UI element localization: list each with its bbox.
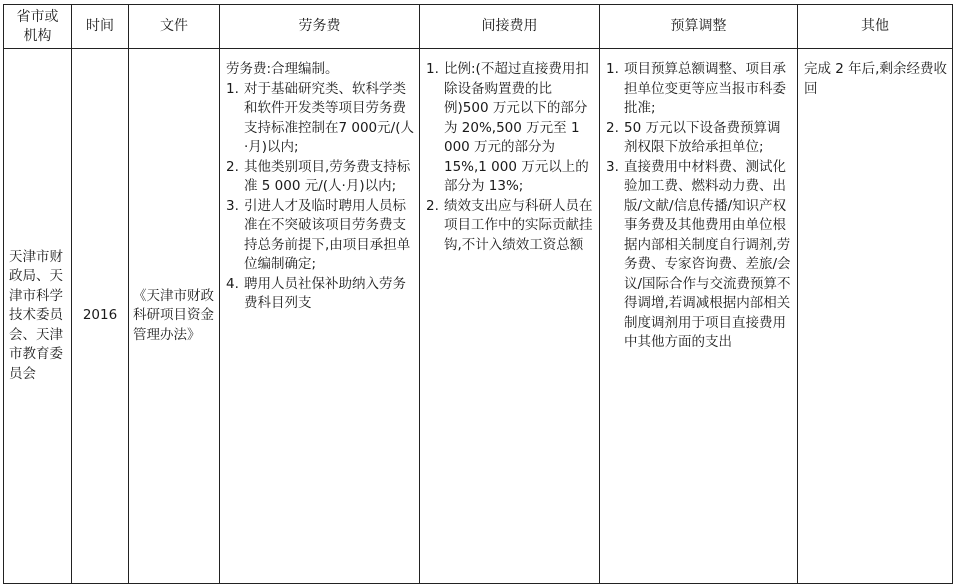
labor-item: 引进人才及临时聘用人员标准在不突破该项目劳务费支持总务前提下,由项目承担单位编制确定; <box>244 197 411 272</box>
cell-labor-fee <box>220 49 420 584</box>
item-number: 2. <box>426 197 439 214</box>
labor-item: 其他类别项目,劳务费支持标准 5 000 元/(人·月)以内; <box>244 158 411 194</box>
table-row <box>4 49 953 584</box>
labor-list <box>226 80 415 314</box>
indirect-list <box>426 60 595 255</box>
budget-item: 50 万元以下设备费预算调剂权限下放给承担单位; <box>624 119 781 155</box>
header-other: 其他 <box>798 5 953 49</box>
list-item <box>606 60 793 119</box>
cell-other <box>798 49 953 584</box>
document-title: 《天津市财政科研项目资金管理办法》 <box>133 287 214 343</box>
item-number: 1. <box>226 80 239 97</box>
list-item <box>226 80 415 158</box>
time-text: 2016 <box>82 307 118 324</box>
item-number: 2. <box>606 119 619 136</box>
cell-document <box>129 49 220 584</box>
cell-indirect-cost <box>420 49 600 584</box>
list-item <box>606 158 793 353</box>
header-budget-adjustment: 预算调整 <box>600 5 798 49</box>
list-item <box>426 60 595 197</box>
labor-intro: 劳务费:合理编制。 <box>226 61 339 77</box>
header-indirect-cost: 间接费用 <box>420 5 600 49</box>
item-number: 3. <box>606 158 619 175</box>
header-row <box>4 5 953 49</box>
item-number: 1. <box>606 61 619 77</box>
cell-org <box>4 49 72 584</box>
header-org: 省市或 机构 <box>4 5 72 49</box>
cell-time <box>72 49 129 584</box>
cell-budget-adjustment <box>600 49 798 584</box>
list-item <box>226 197 415 275</box>
budget-item: 项目预算总额调整、项目承担单位变更等应当报市科委批准; <box>624 61 786 116</box>
header-labor-fee: 劳务费 <box>220 5 420 49</box>
budget-item: 直接费用中材料费、测试化验加工费、燃料动力费、出版/文献/信息传播/知识产权事务费及其他费用由单位根据内部相关制度自行调剂,劳务费、专家咨询费、差旅/会议/国际合作与交流费预算不得调增,若调减根据内部相关制度调剂用于项目直接费用中其他方面的支出 <box>624 158 791 350</box>
header-time: 时间 <box>72 5 129 49</box>
list-item <box>426 197 595 256</box>
list-item <box>606 119 793 158</box>
header-document: 文件 <box>129 5 220 49</box>
item-number: 2. <box>226 158 239 175</box>
other-text: 完成 2 年后,剩余经费收回 <box>804 61 947 97</box>
item-number: 4. <box>226 275 239 292</box>
org-text: 天津市财政局、天津市科学技术委员会、天津市教育委员会 <box>9 248 63 382</box>
list-item <box>226 275 415 314</box>
item-number: 3. <box>226 197 239 214</box>
budget-list <box>606 60 793 353</box>
labor-item: 对于基础研究类、软科学类和软件开发类等项目劳务费支持标准控制在7 000元/(人·月)以内; <box>244 80 414 155</box>
item-number: 1. <box>426 61 439 77</box>
list-item <box>226 158 415 197</box>
indirect-item: 绩效支出应与科研人员在项目工作中的实际贡献挂钩,不计入绩效工资总额 <box>444 197 593 253</box>
indirect-item: 比例:(不超过直接费用扣除设备购置费的比例)500 万元以下的部分为 20%,500 万元至 1 000 万元的部分为 15%,1 000 万元以上的部分为 13%; <box>444 61 589 194</box>
policy-table <box>3 4 953 584</box>
labor-item: 聘用人员社保补助纳入劳务费科目列支 <box>244 275 406 311</box>
